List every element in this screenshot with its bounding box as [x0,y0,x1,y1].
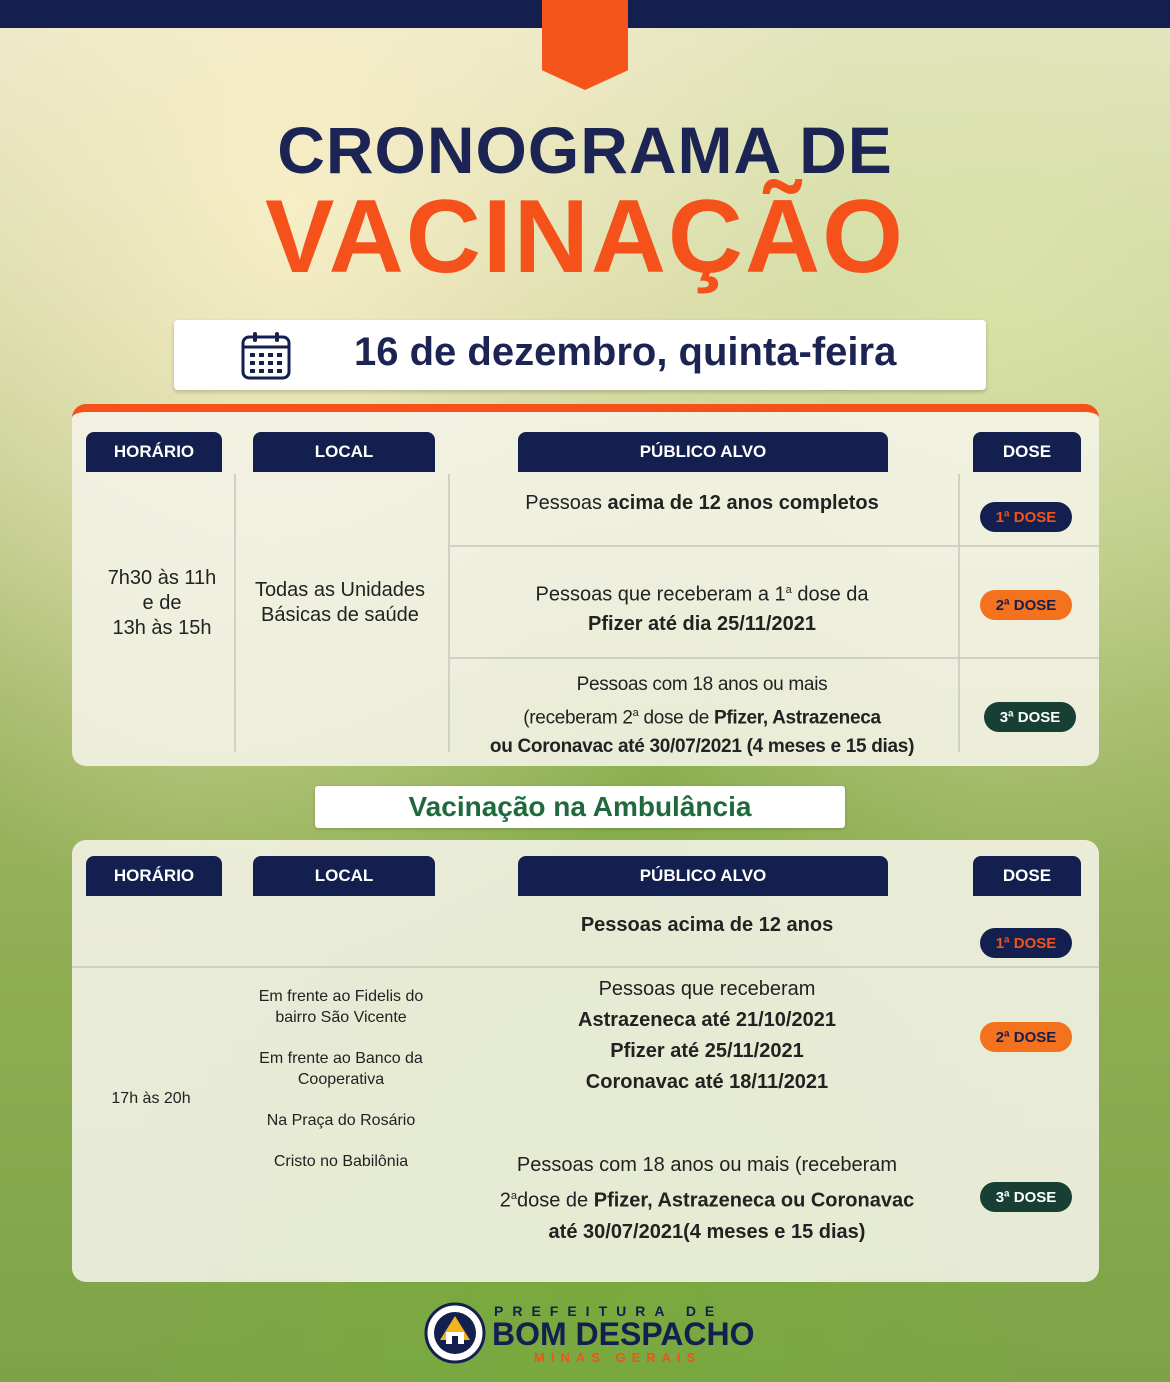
date-text: 16 de dezembro, quinta-feira [354,330,897,374]
amb-local-cell [228,986,454,1172]
logo-text-bottom: MINAS GERAIS [534,1350,702,1365]
publico-text-bold: Pfizer até dia 25/11/2021 [588,612,816,635]
publico-text: (receberam 2 [523,707,633,729]
amb-publico-line-bold: Astrazeneca até 21/10/2021 [578,1009,836,1031]
publico-text: dose da [791,583,869,606]
header-publico-alvo: PÚBLICO ALVO [518,856,888,896]
calendar-icon [240,331,292,381]
horario-line: e de [142,592,182,614]
publico-text: 2 [499,1189,511,1212]
amb-location [228,986,454,1028]
publico-row-3 [452,670,952,761]
dose-badge-2: 2ª DOSE [980,590,1072,620]
header-local: LOCAL [253,856,435,896]
header-horario: HORÁRIO [86,432,222,472]
superscript: a [510,1190,517,1202]
divider [450,657,1099,659]
amb-publico-line: Pessoas com 18 anos ou mais (receberam [516,1154,898,1176]
publico-row-1 [452,492,952,515]
amb-location-line: Cooperativa [297,1071,385,1088]
dose-badge-3: 3ª DOSE [984,702,1076,732]
publico-text-bold: acima de 12 anos completos [607,492,879,514]
schedule-table [72,404,1099,766]
title-line-2: VACINAÇÃO [264,179,906,295]
date-banner [174,320,986,390]
publico-text-bold: ou Coronavac até 30/07/2021 (4 meses e 15 dias) [489,736,915,758]
amb-location-line: Em frente ao Fidelis do [258,988,424,1005]
amb-location: Na Praça do Rosário [266,1112,416,1129]
header-local: LOCAL [253,432,435,472]
amb-publico-row-1: Pessoas acima de 12 anos [580,914,834,936]
divider [448,474,450,752]
publico-text-bold: Pfizer, Astrazeneca ou Coronavac [593,1189,915,1212]
divider [72,966,1099,968]
horario-line: 7h30 às 11h [107,567,217,589]
publico-line [452,576,952,610]
dose-badge-1: 1ª DOSE [980,502,1072,532]
publico-text-bold: Pfizer, Astrazeneca [713,707,881,729]
logo-text-main: BOM DESPACHO [492,1316,755,1352]
divider [958,474,960,752]
publico-row-2 [452,576,952,639]
amb-location-line: bairro São Vicente [275,1009,407,1026]
amb-publico-row-2 [452,974,962,1098]
publico-line [452,699,952,732]
title-line-1: CRONOGRAMA DE [277,113,893,187]
superscript: a [632,707,639,719]
superscript: a [785,584,792,596]
city-seal-logo [424,1302,486,1364]
publico-text: dose de [517,1189,594,1212]
amb-publico-line-bold: Coronavac até 18/11/2021 [585,1071,829,1093]
publico-line: Pessoas com 18 anos ou mais [576,674,828,695]
ambulance-table [72,840,1099,1282]
amb-dose-badge-1: 1ª DOSE [980,928,1072,958]
amb-location [228,1048,454,1090]
amb-location-line: Em frente ao Banco da [259,1050,423,1067]
publico-text: dose de [638,707,714,729]
local-cell [238,578,442,628]
amb-horario-cell: 17h às 20h [111,1090,191,1107]
divider [450,545,1099,547]
amb-publico-line-bold: até 30/07/2021(4 meses e 15 dias) [548,1220,866,1243]
amb-publico-row-3 [452,1150,962,1248]
amb-publico-line [452,1181,962,1217]
horario-cell [86,566,238,641]
amb-dose-badge-3: 3ª DOSE [980,1182,1072,1212]
header-publico-alvo: PÚBLICO ALVO [518,432,888,472]
horario-line: 13h às 15h [112,617,212,639]
local-line: Todas as Unidades [254,579,426,601]
logo-text-top: PREFEITURA DE [494,1303,724,1319]
header-dose: DOSE [973,432,1081,472]
top-ribbon-notch [542,0,628,90]
amb-publico-line: Pessoas que receberam [598,978,816,1000]
amb-dose-badge-2: 2ª DOSE [980,1022,1072,1052]
local-line: Básicas de saúde [261,604,419,626]
amb-location: Cristo no Babilônia [273,1153,409,1170]
publico-text: Pessoas que receberam a 1 [535,583,786,606]
header-horario: HORÁRIO [86,856,222,896]
ambulance-title: Vacinação na Ambulância [315,786,845,828]
publico-text: Pessoas [525,492,608,514]
amb-publico-line-bold: Pfizer até 25/11/2021 [610,1040,804,1062]
header-dose: DOSE [973,856,1081,896]
